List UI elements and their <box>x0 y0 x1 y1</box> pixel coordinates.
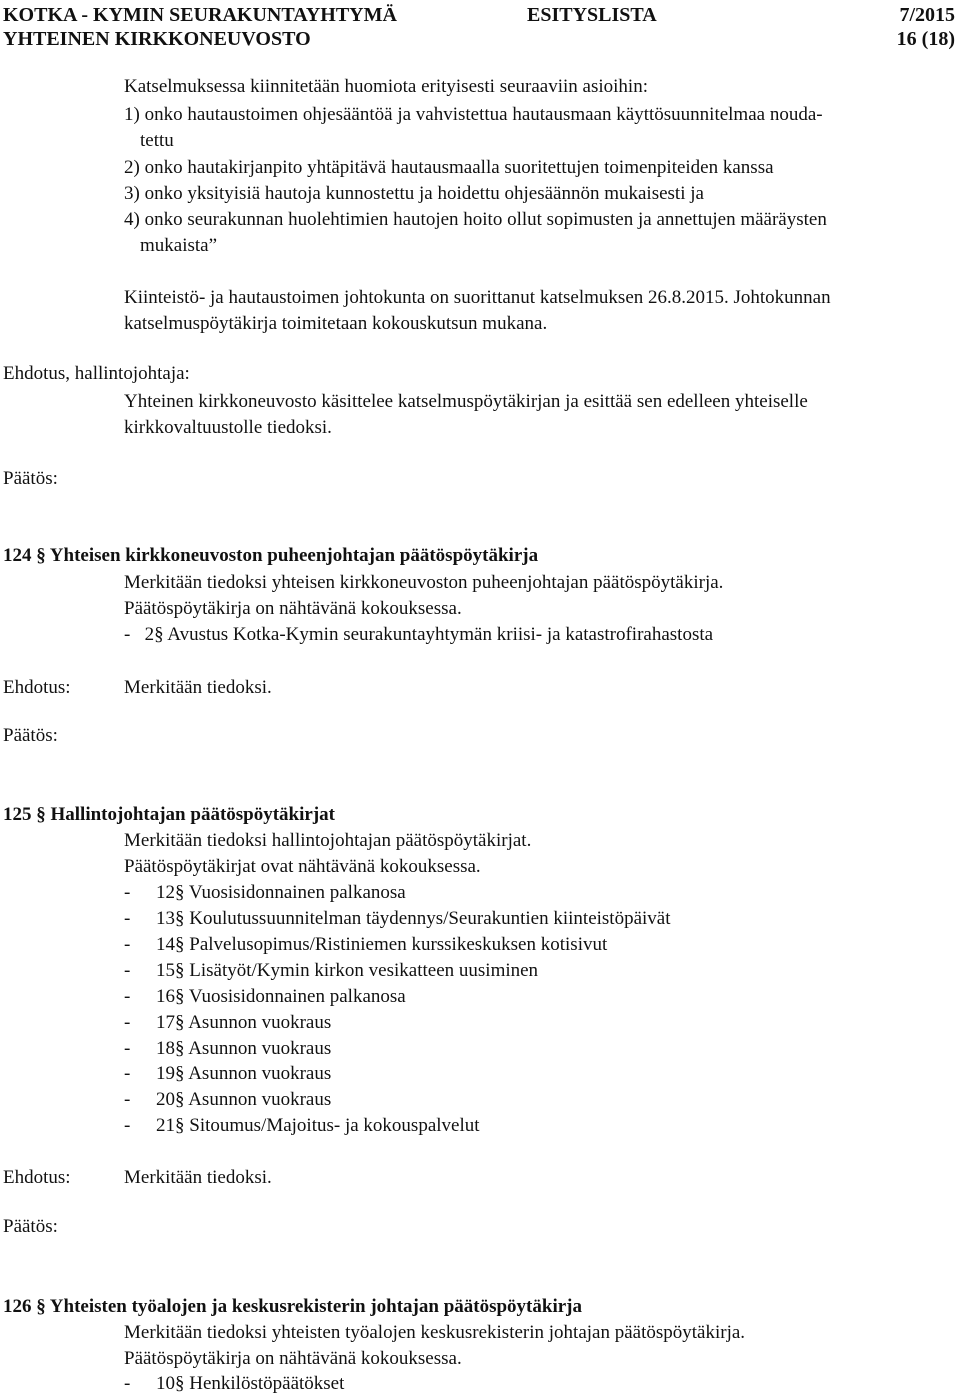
list-item: - 14§ Palvelusopimus/Ristiniemen kurssikeskuksen kotisivut <box>124 934 608 955</box>
section-heading-124: 124 § Yhteisen kirkkoneuvoston puheenjohtajan päätöspöytäkirja <box>3 545 539 566</box>
section-text: Merkitään tiedoksi yhteisten työalojen keskusrekisterin johtajan päätöspöytäkirja. <box>124 1322 746 1343</box>
intro-item: mukaista” <box>140 235 218 256</box>
section-heading-126: 126 § Yhteisten työalojen ja keskusrekisterin johtajan päätöspöytäkirja <box>3 1296 582 1317</box>
body-name: YHTEINEN KIRKKONEUVOSTO <box>3 28 311 50</box>
list-item: - 19§ Asunnon vuokraus <box>124 1063 332 1084</box>
intro-item: 1) onko hautaustoimen ohjesääntöä ja vahvistettua hautausmaan käyttösuunnitelmaa nouda- <box>124 104 823 125</box>
proposal-text: Merkitään tiedoksi. <box>124 677 272 698</box>
section-text: Päätöspöytäkirja on nähtävänä kokouksessa. <box>124 598 462 619</box>
section-text: Merkitään tiedoksi yhteisen kirkkoneuvoston puheenjohtajan päätöspöytäkirja. <box>124 572 724 593</box>
list-item: - 17§ Asunnon vuokraus <box>124 1012 332 1033</box>
list-item: - 15§ Lisätyöt/Kymin kirkon vesikatteen uusiminen <box>124 960 539 981</box>
list-item: - 21§ Sitoumus/Majoitus- ja kokouspalvelut <box>124 1115 480 1136</box>
list-item: - 18§ Asunnon vuokraus <box>124 1038 332 1059</box>
page-number: 16 (18) <box>896 28 955 50</box>
list-item: - 20§ Asunnon vuokraus <box>124 1089 332 1110</box>
list-item: - 10§ Henkilöstöpäätökset <box>124 1373 345 1394</box>
decision-label: Päätös: <box>3 725 58 746</box>
proposal-text: Yhteinen kirkkoneuvosto käsittelee katselmuspöytäkirjan ja esittää sen edelleen yhteiselle <box>124 391 808 412</box>
list-item: - 12§ Vuosisidonnainen palkanosa <box>124 882 406 903</box>
decision-label: Päätös: <box>3 468 58 489</box>
decision-label: Päätös: <box>3 1216 58 1237</box>
list-item: - 13§ Koulutussuunnitelman täydennys/Seurakuntien kiinteistöpäivät <box>124 908 671 929</box>
section-heading-125: 125 § Hallintojohtajan päätöspöytäkirjat <box>3 804 335 825</box>
intro-item: 3) onko yksityisiä hautoja kunnostettu ja hoidettu ohjesäännön mukaisesti ja <box>124 183 704 204</box>
doc-type: ESITYSLISTA <box>527 4 657 26</box>
section-text: Päätöspöytäkirja on nähtävänä kokouksessa. <box>124 1348 462 1369</box>
proposal-label: Ehdotus: <box>3 1167 71 1188</box>
page-header <box>3 3 955 51</box>
org-name: KOTKA - KYMIN SEURAKUNTAYHTYMÄ <box>3 4 397 26</box>
proposal-text: kirkkovaltuustolle tiedoksi. <box>124 417 332 438</box>
list-item: - 2§ Avustus Kotka-Kymin seurakuntayhtymän kriisi- ja katastrofirahastosta <box>124 624 714 645</box>
list-item: - 16§ Vuosisidonnainen palkanosa <box>124 986 406 1007</box>
intro-item: tettu <box>140 130 174 151</box>
section-title: Hallintojohtajan päätöspöytäkirjat <box>50 804 335 825</box>
section-text: Päätöspöytäkirjat ovat nähtävänä kokouksessa. <box>124 856 481 877</box>
proposal-label: Ehdotus: <box>3 677 71 698</box>
proposal-label: Ehdotus, hallintojohtaja: <box>3 363 190 384</box>
intro-item: 4) onko seurakunnan huolehtimien hautojen hoito ollut sopimusten ja annettujen määräysten <box>124 209 827 230</box>
section-title: Yhteisen kirkkoneuvoston puheenjohtajan päätöspöytäkirja <box>49 545 539 566</box>
issue-number: 7/2015 <box>899 4 955 26</box>
intro-paragraph: katselmuspöytäkirja toimitetaan kokouskutsun mukana. <box>124 313 548 334</box>
intro-item: 2) onko hautakirjanpito yhtäpitävä hautausmaalla suoritettujen toimenpiteiden kanssa <box>124 157 774 178</box>
proposal-text: Merkitään tiedoksi. <box>124 1167 272 1188</box>
section-text: Merkitään tiedoksi hallintojohtajan päätöspöytäkirjat. <box>124 830 532 851</box>
intro-paragraph: Kiinteistö- ja hautaustoimen johtokunta on suorittanut katselmuksen 26.8.2015. Johtokunnan <box>124 287 831 308</box>
section-title: Yhteisten työalojen ja keskusrekisterin johtajan päätöspöytäkirja <box>49 1296 582 1317</box>
intro-lead: Katselmuksessa kiinnitetään huomiota erityisesti seuraaviin asioihin: <box>124 76 648 97</box>
